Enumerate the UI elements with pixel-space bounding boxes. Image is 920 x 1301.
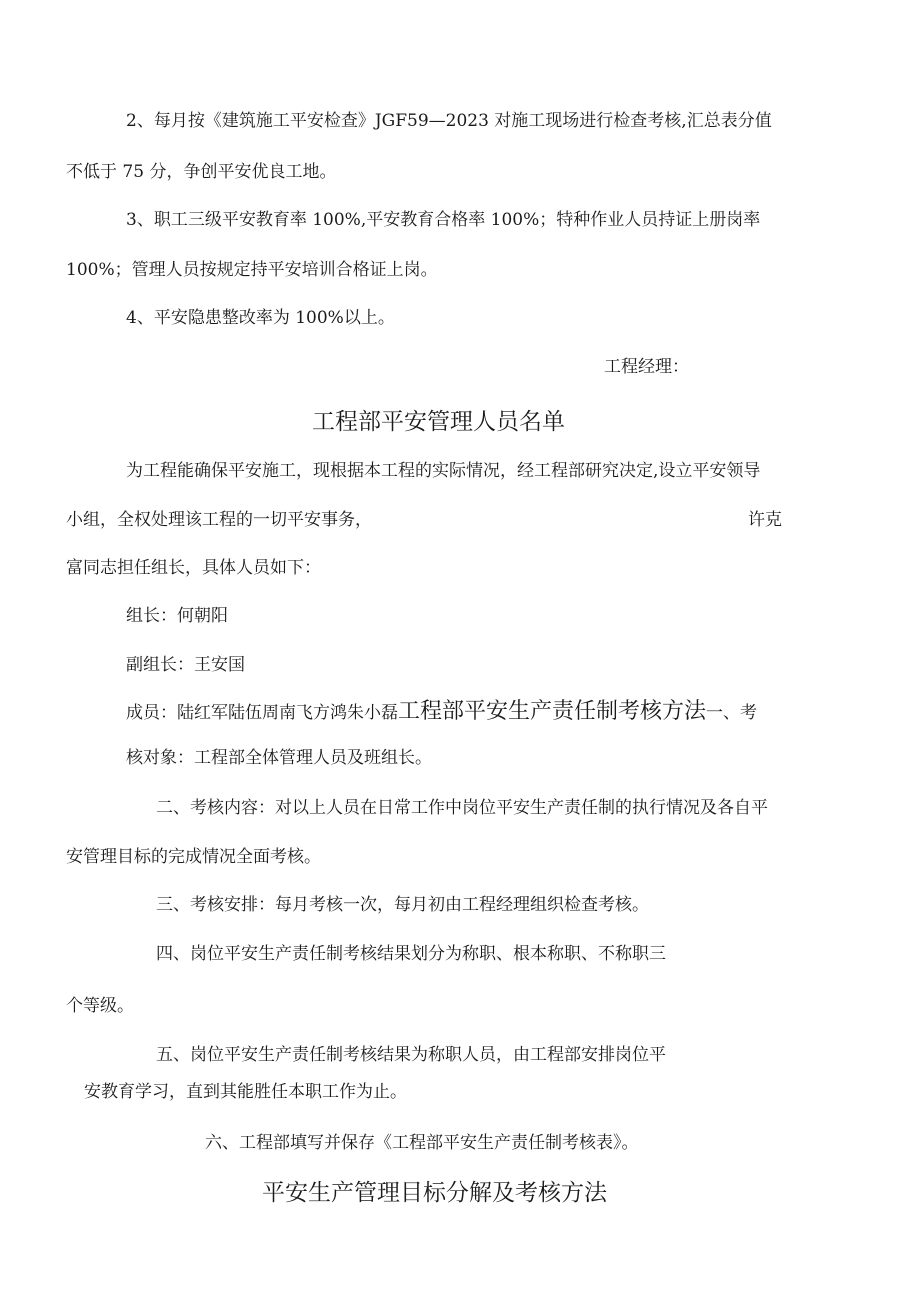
goal-item-3-line-1: 3、职工三级平安教育率 100%,平安教育合格率 100%；特种作业人员持证上册岗率 (126, 210, 761, 230)
intro-name-fragment: 许克 (748, 510, 782, 530)
assessment-item-1-continued: 核对象：工程部全体管理人员及班组长。 (126, 748, 432, 768)
team-deputy-leader: 副组长：王安国 (126, 655, 245, 675)
assessment-item-2-line-2: 安管理目标的完成情况全面考核。 (66, 847, 321, 867)
section-title-safety-staff-list: 工程部平安管理人员名单 (312, 409, 565, 435)
team-leader: 组长：何朝阳 (126, 606, 228, 626)
goal-item-2-line-2: 不低于 75 分，争创平安优良工地。 (66, 162, 337, 182)
assessment-item-5-line-1: 五、岗位平安生产责任制考核结果为称职人员，由工程部安排岗位平 (156, 1045, 666, 1065)
assessment-item-6: 六、工程部填写并保存《工程部平安生产责任制考核表》。 (205, 1133, 639, 1153)
intro-line-1: 为工程能确保平安施工，现根据本工程的实际情况，经工程部研究决定,设立平安领导 (126, 461, 761, 481)
goal-item-2-line-1: 2、每月按《建筑施工平安检查》JGF59—2023 对施工现场进行检查考核,汇总表分值 (126, 111, 772, 131)
goal-item-3-line-2: 100%；管理人员按规定持平安培训合格证上岗。 (66, 260, 438, 280)
manager-signature-label: 工程经理： (604, 357, 689, 377)
assessment-item-2-line-1: 二、考核内容：对以上人员在日常工作中岗位平安生产责任制的执行情况及各自平 (156, 798, 768, 818)
assessment-item-5-line-2: 安教育学习，直到其能胜任本职工作为止。 (84, 1082, 407, 1102)
assessment-item-4-line-2: 个等级。 (66, 996, 134, 1016)
intro-line-3: 富同志担任组长，具体人员如下： (66, 558, 321, 578)
team-members: 成员：陆红军陆伍周南飞方鸿朱小磊 (126, 703, 398, 723)
assessment-item-1-start: 一、考 (706, 703, 758, 723)
section-title-goal-breakdown: 平安生产管理目标分解及考核方法 (262, 1180, 607, 1206)
assessment-item-4-line-1: 四、岗位平安生产责任制考核结果划分为称职、根本称职、不称职三 (156, 944, 666, 964)
section-title-responsibility-assessment: 工程部平安生产责任制考核方法 (398, 699, 707, 724)
intro-line-2: 小组，全权处理该工程的一切平安事务， (66, 510, 372, 530)
assessment-item-3: 三、考核安排：每月考核一次，每月初由工程经理组织检查考核。 (156, 895, 649, 915)
goal-item-4: 4、平安隐患整改率为 100%以上。 (126, 308, 395, 328)
members-line (126, 700, 757, 725)
